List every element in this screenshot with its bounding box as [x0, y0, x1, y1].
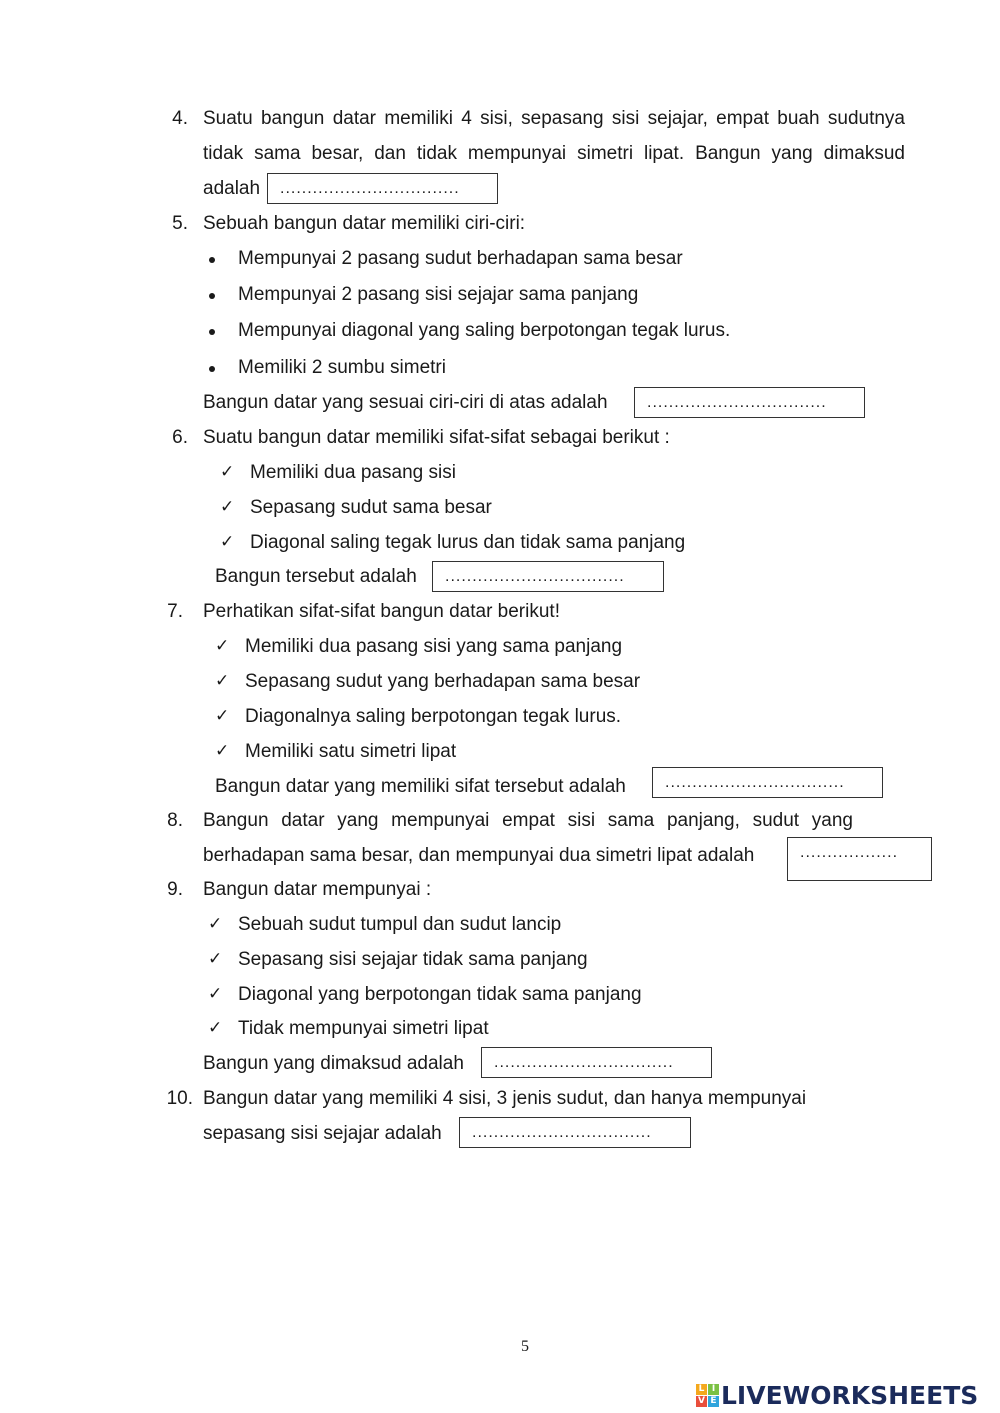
answer-box-4[interactable]: .................................: [267, 173, 498, 204]
question-4-line-1: Suatu bangun datar memiliki 4 sisi, sepasang sisi sejajar, empat buah sudutnya: [203, 108, 905, 129]
answer-box-5[interactable]: .................................: [634, 387, 865, 418]
bullet-icon: [209, 366, 215, 372]
question-7-prompt: Bangun datar yang memiliki sifat tersebut adalah: [215, 776, 626, 797]
check-icon: ✓: [215, 741, 230, 761]
check-icon: ✓: [215, 636, 230, 656]
question-6-item: Memiliki dua pasang sisi: [250, 462, 456, 483]
question-5-prompt: Bangun datar yang sesuai ciri-ciri di atas adalah: [203, 392, 608, 413]
question-9-item: Sepasang sisi sejajar tidak sama panjang: [238, 949, 588, 970]
answer-box-7[interactable]: .................................: [652, 767, 883, 798]
question-4-line-3: adalah: [203, 178, 261, 199]
logo-mark-cell: I: [708, 1384, 719, 1395]
logo-mark-cell: E: [708, 1396, 719, 1407]
question-number-6: 6.: [172, 427, 188, 448]
check-icon: ✓: [208, 984, 223, 1004]
question-number-7: 7.: [167, 601, 183, 622]
question-5-item: Mempunyai diagonal yang saling berpotongan tegak lurus.: [238, 320, 731, 341]
question-5-intro: Sebuah bangun datar memiliki ciri-ciri:: [203, 213, 526, 234]
question-number-4: 4.: [172, 108, 188, 129]
question-9-item: Sebuah sudut tumpul dan sudut lancip: [238, 914, 562, 935]
check-icon: ✓: [215, 706, 230, 726]
logo-text: LIVEWORKSHEETS: [721, 1380, 979, 1410]
question-5-item: Memiliki 2 sumbu simetri: [238, 357, 446, 378]
check-icon: ✓: [208, 949, 223, 969]
question-number-5: 5.: [172, 213, 188, 234]
question-8-line-2: berhadapan sama besar, dan mempunyai dua simetri lipat adalah: [203, 845, 755, 866]
question-10-line-1: Bangun datar yang memiliki 4 sisi, 3 jenis sudut, dan hanya mempunyai: [203, 1088, 807, 1109]
question-8-line-1: Bangun datar yang mempunyai empat sisi sama panjang, sudut yang: [203, 810, 853, 831]
answer-box-10[interactable]: .................................: [459, 1117, 691, 1148]
logo-mark-cell: L: [696, 1384, 707, 1395]
question-9-prompt: Bangun yang dimaksud adalah: [203, 1053, 464, 1074]
question-6-prompt: Bangun tersebut adalah: [215, 566, 417, 587]
question-7-item: Diagonalnya saling berpotongan tegak lurus.: [245, 706, 622, 727]
question-5-item: Mempunyai 2 pasang sudut berhadapan sama besar: [238, 248, 683, 269]
bullet-icon: [209, 257, 215, 263]
question-6-item: Sepasang sudut sama besar: [250, 497, 492, 518]
question-7-item: Memiliki satu simetri lipat: [245, 741, 457, 762]
logo-mark-icon: [696, 1384, 719, 1407]
question-4-line-2: tidak sama besar, dan tidak mempunyai simetri lipat. Bangun yang dimaksud: [203, 143, 905, 164]
question-6-intro: Suatu bangun datar memiliki sifat-sifat sebagai berikut :: [203, 427, 670, 448]
bullet-icon: [209, 293, 215, 299]
question-number-9: 9.: [167, 879, 183, 900]
question-7-item: Sepasang sudut yang berhadapan sama besar: [245, 671, 641, 692]
page-number: 5: [521, 1338, 529, 1355]
liveworksheets-logo[interactable]: [696, 1380, 978, 1410]
question-9-item: Tidak mempunyai simetri lipat: [238, 1018, 489, 1039]
question-number-8: 8.: [167, 810, 183, 831]
answer-box-6[interactable]: .................................: [432, 561, 664, 592]
question-7-item: Memiliki dua pasang sisi yang sama panjang: [245, 636, 623, 657]
question-9-item: Diagonal yang berpotongan tidak sama panjang: [238, 984, 642, 1005]
logo-mark-cell: V: [696, 1396, 707, 1407]
answer-box-8[interactable]: ..................: [787, 837, 932, 881]
answer-box-9[interactable]: .................................: [481, 1047, 712, 1078]
question-5-item: Mempunyai 2 pasang sisi sejajar sama panjang: [238, 284, 639, 305]
check-icon: ✓: [220, 497, 235, 517]
question-number-10: 10.: [166, 1088, 193, 1109]
check-icon: ✓: [220, 462, 235, 482]
check-icon: ✓: [220, 532, 235, 552]
question-10-line-2: sepasang sisi sejajar adalah: [203, 1123, 442, 1144]
bullet-icon: [209, 329, 215, 335]
question-7-intro: Perhatikan sifat-sifat bangun datar berikut!: [203, 601, 560, 622]
check-icon: ✓: [215, 671, 230, 691]
check-icon: ✓: [208, 914, 223, 934]
question-9-intro: Bangun datar mempunyai :: [203, 879, 432, 900]
check-icon: ✓: [208, 1018, 223, 1038]
question-6-item: Diagonal saling tegak lurus dan tidak sama panjang: [250, 532, 686, 553]
